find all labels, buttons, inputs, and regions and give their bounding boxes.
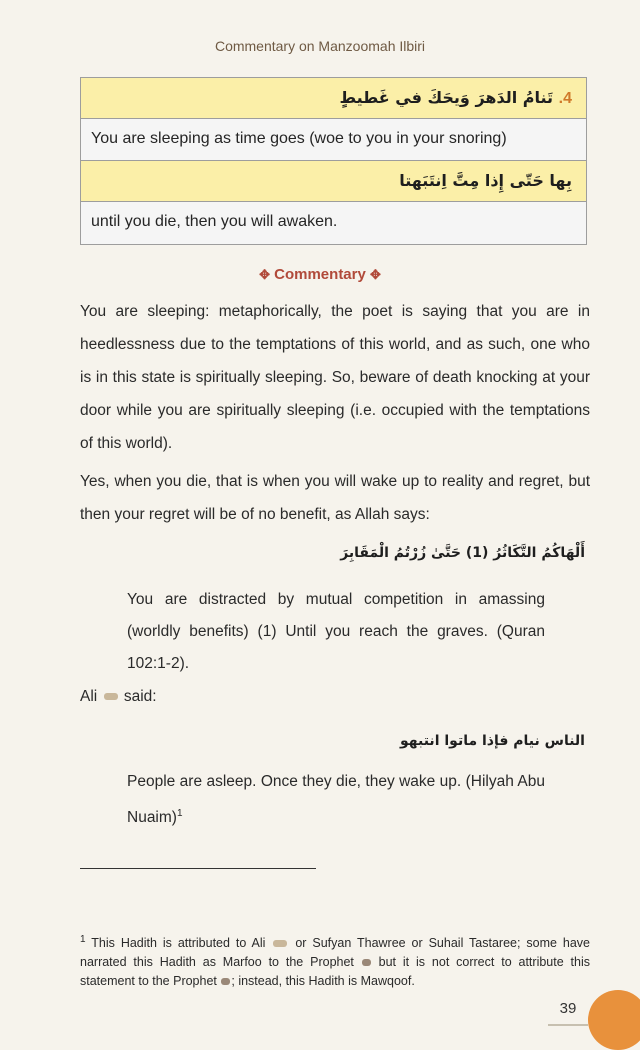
commentary-paragraph-2: Yes, when you die, that is when you will wake up to reality and regret, but then your regret will be of no benefit, as Allah says: — [80, 473, 590, 523]
ornament-right-icon: ✥ — [370, 267, 381, 282]
verse-number: 4. — [558, 90, 572, 107]
verse-arabic-line-2 — [81, 161, 586, 202]
honorific-icon — [104, 693, 118, 700]
verse-table — [80, 77, 587, 245]
hadith-translation-text: People are asleep. Once they die, they wake up. (Hilyah Abu Nuaim) — [127, 773, 545, 827]
page-number: 39 — [548, 1000, 588, 1026]
salutation-icon — [362, 959, 371, 966]
said-text: said: — [123, 688, 157, 705]
footnote-part-4: ; instead, this Hadith is Mawqoof. — [231, 974, 415, 989]
footnote-part-1: This Hadith is attributed to Ali — [91, 936, 266, 951]
footnote-part-2: or Sufyan Thawree or Suhail Tastaree; some have narrated this Hadith as Marfoo to the Prophet — [80, 936, 590, 970]
verse-translation-2: until you die, then you will awaken. — [81, 202, 586, 244]
footnote-divider — [80, 868, 316, 869]
verse-arabic-text-2: بِها حَتّى إِذا مِتَّ اِنتَبَهتا — [399, 171, 572, 190]
ali-name: Ali — [80, 688, 98, 705]
footnote-number: 1 — [80, 934, 86, 945]
section-heading-text: Commentary — [274, 266, 366, 283]
salutation-icon — [221, 978, 230, 985]
verse-arabic-text-1: تَنامُ الدَهرَ وَيحَكَ في غَطيطٍ — [339, 88, 554, 107]
quran-arabic: أَلْهَاكُمُ التَّكَاثُرُ (1) حَتَّىٰ زُرْتُمُ الْمَقَابِرَ — [340, 545, 585, 561]
hadith-translation — [127, 766, 545, 834]
quran-translation: You are distracted by mutual competition in amassing (worldly benefits) (1) Until you reach the graves. (Quran 102:1-2). — [127, 591, 545, 672]
honorific-icon — [273, 940, 287, 947]
verse-translation-1: You are sleeping as time goes (woe to you in your snoring) — [81, 119, 586, 161]
footnote-reference: 1 — [176, 808, 183, 819]
section-heading — [0, 266, 640, 283]
footnote — [80, 930, 590, 991]
page-header: Commentary on Manzoomah Ilbiri — [214, 38, 426, 54]
ornament-left-icon: ✥ — [259, 267, 270, 282]
ali-said-line — [80, 688, 157, 706]
verse-arabic-line-1 — [81, 78, 586, 119]
commentary-paragraph-1: You are sleeping: metaphorically, the poet is saying that you are in heedlessness due to the temptations of this world, and as such, one who is in this state is spiritually sleeping. So, beware of death knocking at your door while you are spiritually sleeping (i.e. occupied with the temptations of this world). — [80, 303, 590, 452]
footnote-part-3: but it is not correct to attribute this statement to the Prophet — [80, 955, 590, 989]
hadith-arabic: الناس نيام فإذا ماتوا انتبهو — [399, 733, 585, 749]
page-corner-decoration — [588, 990, 640, 1050]
